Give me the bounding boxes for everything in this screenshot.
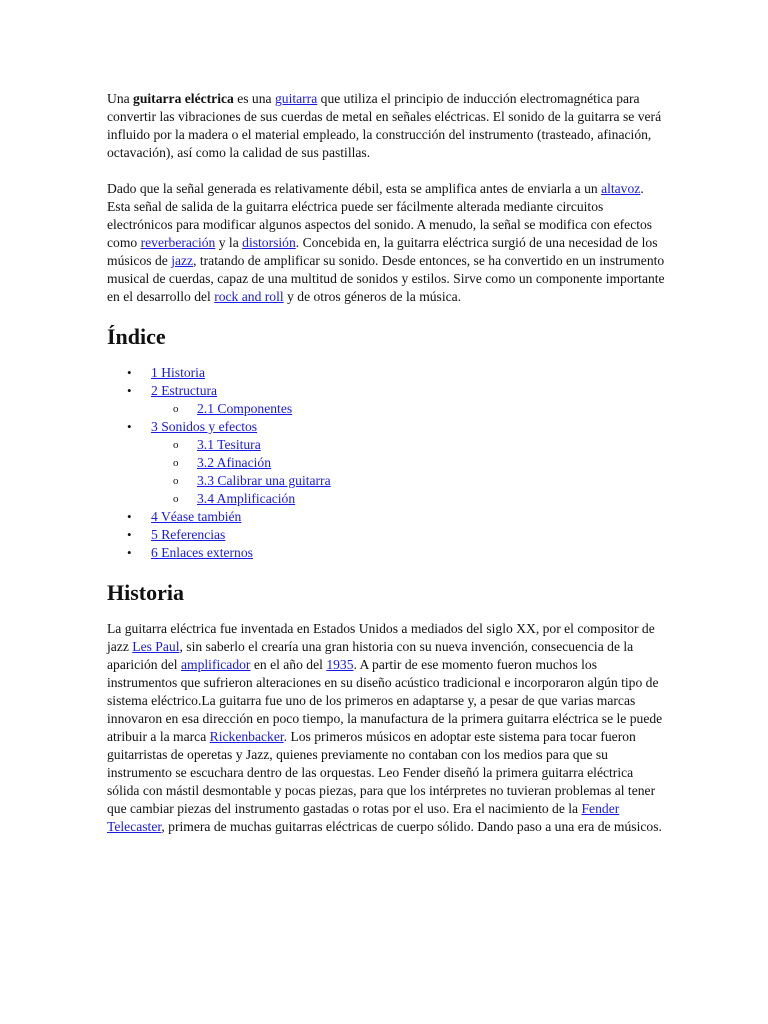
table-of-contents bbox=[107, 364, 667, 562]
text-run: Dado que la señal generada es relativamente débil, esta se amplifica antes de enviarla a un bbox=[107, 181, 602, 196]
text-run: , primera de muchas guitarras eléctricas de cuerpo sólido. Dando paso a una era de músicos. bbox=[161, 819, 662, 834]
link-distorsion[interactable]: distorsión bbox=[242, 235, 296, 250]
historia-heading: Historia bbox=[107, 580, 184, 605]
text-run: . Los primeros músicos en adoptar este sistema para tocar fueron guitarristas de operetas y Jazz, quienes previamente no contaban con los medios para que su instrumento se escuchara dentro de las orquestas. Leo Fender diseñó la primera guitarra eléctrica sólida con mástil desmontable y pocas piezas, para que los intérpretes no tuvieran problemas al tener que cambiar piezas del instrumento gastadas o rotas por el uso. Era el nacimiento de la bbox=[107, 729, 656, 816]
toc-item bbox=[107, 418, 667, 508]
link-amplificador[interactable]: amplificador bbox=[180, 657, 251, 672]
bold-term: guitarra eléctrica bbox=[133, 91, 234, 106]
text-run: , sin saberlo el crearía una gran historia con su nueva invención, consecuencia de la aparición del bbox=[107, 639, 634, 672]
text-run: . Concebida en, la guitarra eléctrica surgió de una necesidad de los músicos de bbox=[107, 235, 658, 268]
link-les-paul[interactable]: Les Paul bbox=[132, 639, 180, 654]
toc-link-sonidos-efectos[interactable]: 3 Sonidos y efectos bbox=[151, 419, 258, 434]
link-altavoz[interactable]: altavoz bbox=[601, 181, 641, 196]
document-page bbox=[107, 90, 667, 854]
link-rock-and-roll[interactable]: rock and roll bbox=[214, 289, 284, 304]
text-run: y la bbox=[215, 235, 243, 250]
link-fender[interactable]: Fender bbox=[581, 801, 620, 816]
text-run: y de otros géneros de la música. bbox=[283, 289, 462, 304]
toc-sublist bbox=[151, 400, 667, 418]
toc-link-enlaces[interactable]: 6 Enlaces externos bbox=[151, 545, 253, 560]
intro-paragraph-1 bbox=[107, 90, 667, 162]
intro-paragraph-2 bbox=[107, 180, 667, 306]
toc-subitem bbox=[151, 436, 667, 454]
link-rickenbacker[interactable]: Rickenbacker bbox=[209, 729, 284, 744]
text-run: en el año del bbox=[250, 657, 327, 672]
toc-item bbox=[107, 508, 667, 526]
link-guitarra[interactable]: guitarra bbox=[274, 91, 318, 106]
toc-link-tesitura[interactable]: 3.1 Tesitura bbox=[197, 437, 261, 452]
toc-subitem bbox=[151, 400, 667, 418]
toc-subitem bbox=[151, 490, 667, 508]
link-reverberacion[interactable]: reverberación bbox=[140, 235, 216, 250]
indice-heading: Índice bbox=[107, 324, 166, 349]
toc-link-estructura[interactable]: 2 Estructura bbox=[151, 383, 218, 398]
text-run: . A partir de ese momento fueron muchos los instrumentos que sufrieron alteraciones en su diseño acústico tradicional e incorporaron algún tipo de sistema eléctrico.La guitarra fue uno de los primeros en adaptarse y, a pesar de que varias marcas innovaron en esa dirección en poco tiempo, la manufactura de la primera guitarra eléctrica se le puede atribuir a la marca bbox=[107, 657, 663, 744]
link-telecaster[interactable]: Telecaster bbox=[107, 819, 162, 834]
text-run: . Esta señal de salida de la guitarra eléctrica puede ser fácilmente alterada mediante circuitos electrónicos para modificar algunos aspectos del sonido. A menudo, la señal se modifica con efectos como bbox=[107, 181, 653, 250]
toc-subitem bbox=[151, 454, 667, 472]
toc-sublist bbox=[151, 436, 667, 508]
toc-subitem bbox=[151, 472, 667, 490]
text-run: Una bbox=[107, 91, 134, 106]
toc-link-amplificacion[interactable]: 3.4 Amplificación bbox=[197, 491, 296, 506]
text-run: La guitarra eléctrica fue inventada en Estados Unidos a mediados del siglo XX, por el compositor de jazz bbox=[107, 621, 655, 654]
link-jazz[interactable]: jazz bbox=[171, 253, 194, 268]
toc-item bbox=[107, 544, 667, 562]
toc-item bbox=[107, 382, 667, 418]
historia-paragraph bbox=[107, 620, 667, 836]
toc-link-historia[interactable]: 1 Historia bbox=[151, 365, 205, 380]
toc-link-componentes[interactable]: 2.1 Componentes bbox=[197, 401, 293, 416]
toc-link-calibrar[interactable]: 3.3 Calibrar una guitarra bbox=[197, 473, 331, 488]
toc-item bbox=[107, 526, 667, 544]
toc-item bbox=[107, 364, 667, 382]
link-1935[interactable]: 1935 bbox=[326, 657, 354, 672]
text-run: es una bbox=[233, 91, 275, 106]
toc-link-referencias[interactable]: 5 Referencias bbox=[151, 527, 226, 542]
text-run: , tratando de amplificar su sonido. Desde entonces, se ha convertido en un instrumento musical de cuerdas, capaz de una multitud de sonidos y estilos. Sirve como un componente importante en el desarrollo del bbox=[107, 253, 665, 304]
text-run: que utiliza el principio de inducción electromagnética para convertir las vibraciones de sus cuerdas de metal en señales eléctricas. El sonido de la guitarra se verá influido por la madera o el material empleado, la construcción del instrumento (trasteado, afinación, octavación), así como la calidad de sus pastillas. bbox=[107, 91, 662, 160]
toc-link-afinacion[interactable]: 3.2 Afinación bbox=[197, 455, 271, 470]
toc-link-vease[interactable]: 4 Véase también bbox=[151, 509, 242, 524]
